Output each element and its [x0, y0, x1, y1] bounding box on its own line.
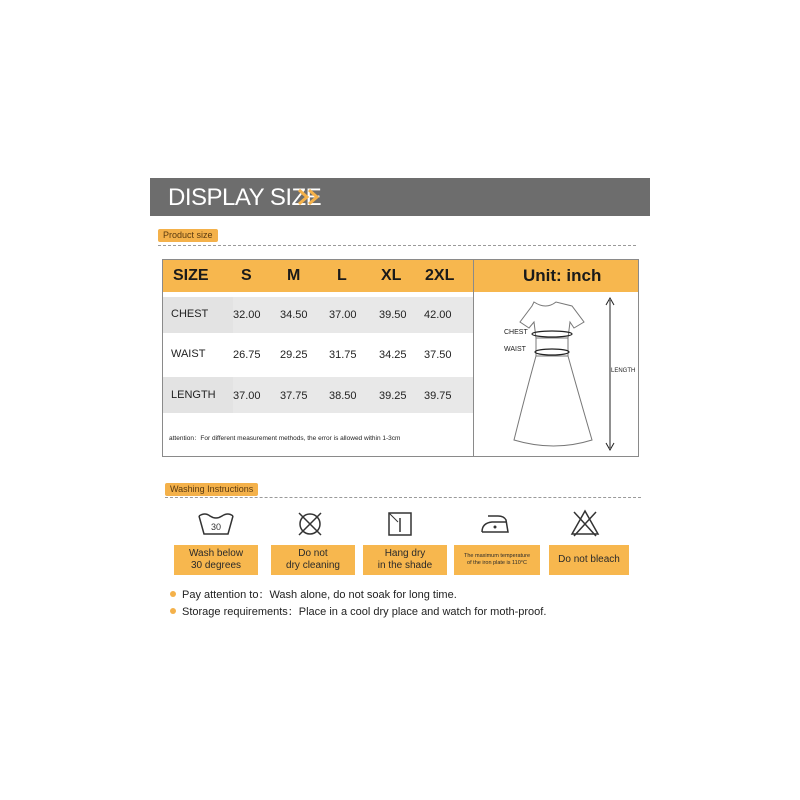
wash-label-line: 30 degrees: [190, 560, 242, 571]
wash-label-line: Do not: [298, 548, 328, 559]
attention-note: attention：For different measurement methods, the error is allowed within 1-3cm: [169, 435, 401, 442]
row-label-length: LENGTH: [171, 389, 216, 401]
no-bleach-icon: [570, 508, 600, 538]
wash-label-line: The maximum temperature: [463, 553, 531, 559]
table-cell: 37.00: [233, 390, 261, 402]
table-cell: 39.75: [424, 390, 452, 402]
wash-label-3: [363, 545, 447, 575]
iron-110-icon: [478, 510, 512, 538]
size-header-l: L: [337, 267, 347, 284]
diagram-chest-label: CHEST: [504, 329, 528, 336]
wash-label-5: [549, 545, 629, 575]
wash-label-line: in the shade: [377, 560, 433, 571]
table-cell: 31.75: [329, 349, 357, 361]
table-cell: 32.00: [233, 309, 261, 321]
table-cell: 37.50: [424, 349, 452, 361]
wash-label-line: dry cleaning: [286, 560, 340, 571]
row-label-chest: CHEST: [171, 308, 209, 320]
table-cell: 42.00: [424, 309, 452, 321]
double-chevron-icon: [297, 187, 327, 207]
table-cell: 26.75: [233, 349, 261, 361]
hang-dry-shade-icon: [386, 510, 414, 538]
row-label-waist: WAIST: [171, 348, 206, 360]
page-title: DISPLAY SIZE: [168, 184, 322, 211]
storage-text: Storage requirements：Place in a cool dry place and watch for moth-proof.: [182, 606, 547, 618]
table-cell: 37.00: [329, 309, 357, 321]
dress-illustration: [474, 292, 638, 456]
washing-instructions-tag: Washing Instructions: [165, 483, 258, 496]
wash-temperature-text: 30: [210, 522, 222, 532]
pay-attention-note: [170, 586, 457, 602]
wash-label-line: Wash below: [188, 548, 244, 559]
wash-label-line: Hang dry: [384, 548, 426, 559]
table-cell: 39.50: [379, 309, 407, 321]
wash-label-line: of the iron plate is 110°C: [467, 560, 527, 566]
diagram-length-label: LENGTH: [611, 368, 636, 374]
size-header-2xl: 2XL: [425, 267, 455, 284]
wash-label-1: [174, 545, 258, 575]
size-column-header: SIZE: [173, 267, 209, 284]
size-table: [162, 259, 639, 457]
wash-label-4: [454, 545, 540, 575]
dress-diagram: [474, 292, 638, 456]
table-cell: 34.50: [280, 309, 308, 321]
pay-attention-text: Pay attention to：Wash alone, do not soak for long time.: [182, 589, 457, 601]
bullet-icon: [170, 591, 176, 597]
table-cell: 29.25: [280, 349, 308, 361]
size-header-s: S: [241, 267, 252, 284]
diagram-waist-label: WAIST: [504, 346, 526, 353]
no-dry-clean-icon: [296, 510, 324, 538]
divider: [165, 497, 641, 498]
product-size-tag: Product size: [158, 229, 218, 242]
table-cell: 38.50: [329, 390, 357, 402]
table-cell: 37.75: [280, 390, 308, 402]
wash-label-line: Do not bleach: [558, 554, 620, 565]
wash-label-2: [271, 545, 355, 575]
wash-30-icon: [196, 510, 236, 538]
storage-note: [170, 603, 546, 619]
bullet-icon: [170, 608, 176, 614]
unit-label: Unit: inch: [523, 266, 602, 285]
size-header-m: M: [287, 267, 301, 284]
table-cell: 34.25: [379, 349, 407, 361]
size-header-xl: XL: [381, 267, 402, 284]
table-cell: 39.25: [379, 390, 407, 402]
divider: [158, 245, 636, 246]
